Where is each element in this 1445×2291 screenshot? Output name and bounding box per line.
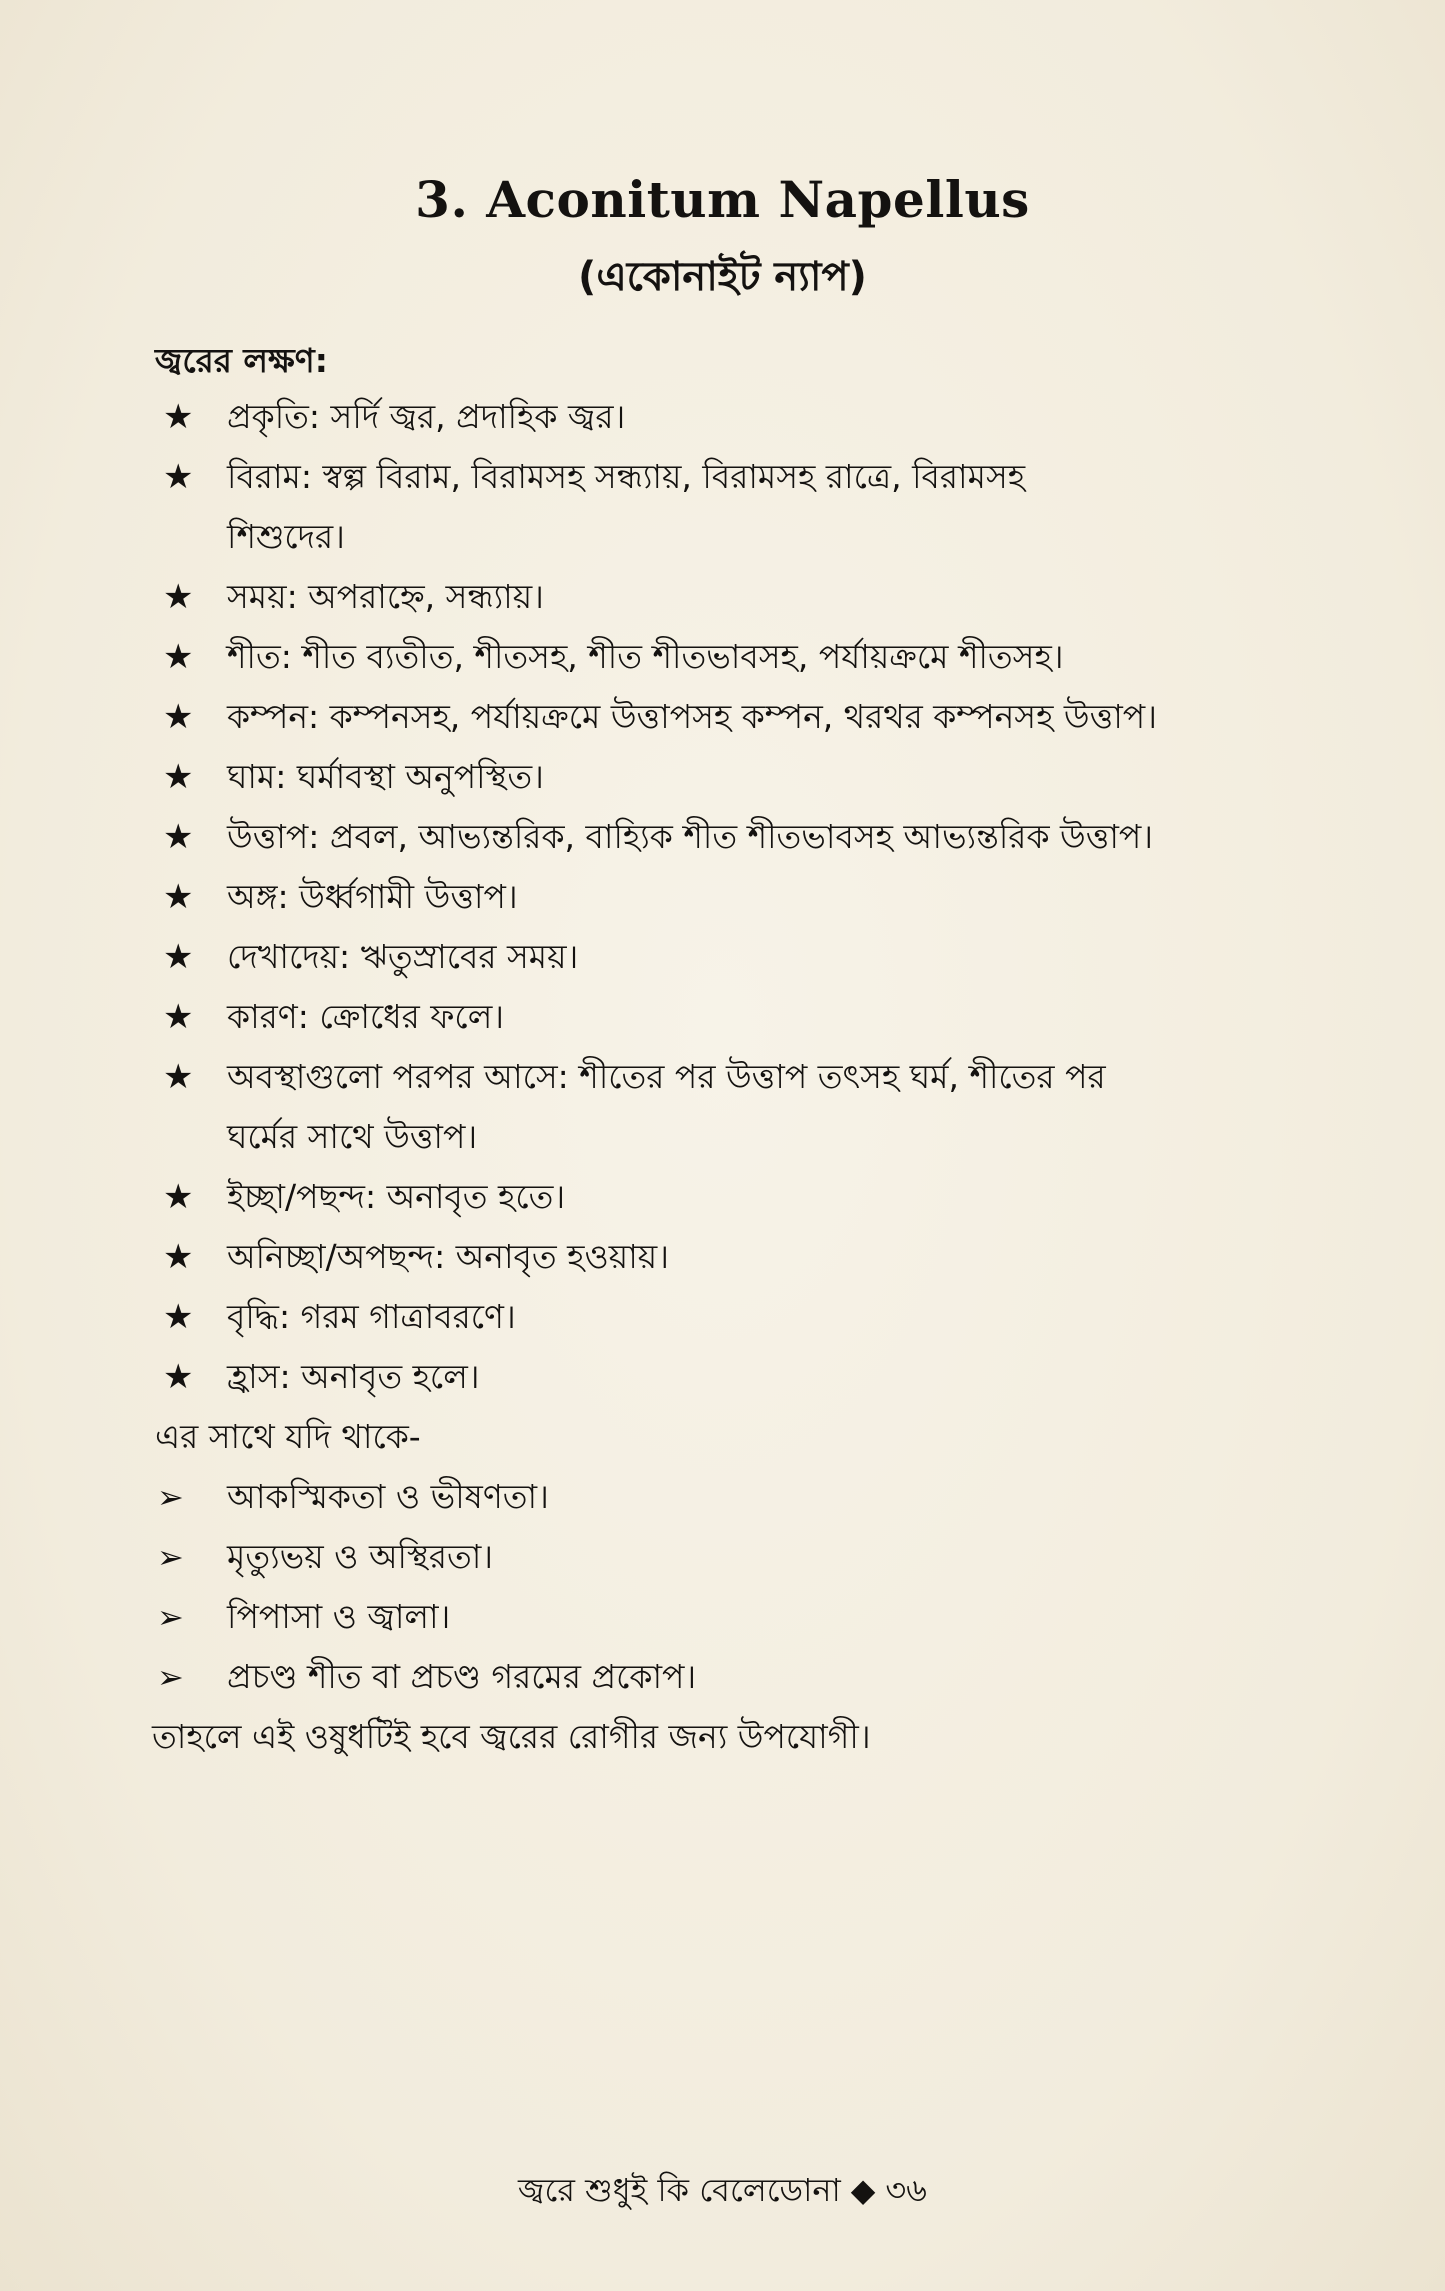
star-bullet-icon: ★: [163, 697, 194, 737]
arrow-bullet-icon: ➢: [157, 1598, 184, 1636]
star-bullet-icon: ★: [163, 457, 194, 497]
conclusion-text: তাহলে এই ওষুধটিই হবে জ্বরের রোগীর জন্য উপযোগী।: [152, 1717, 871, 1756]
arrow-bullet-icon: ➢: [157, 1658, 184, 1696]
symptom-text: সময়: অপরাহ্নে, সন্ধ্যায়।: [227, 577, 544, 616]
symptom-text: ইচ্ছা/পছন্দ: অনাবৃত হতে।: [227, 1177, 566, 1216]
symptom-item: [155, 1287, 1355, 1347]
symptom-item: [155, 567, 1355, 627]
page-content: [152, 335, 1355, 1767]
star-bullet-icon: ★: [163, 937, 194, 977]
symptom-text: প্রকৃতি: সর্দি জ্বর, প্রদাহিক জ্বর।: [227, 397, 626, 436]
symptom-text: দেখাদেয়: ঋতুস্রাবের সময়।: [227, 937, 579, 976]
condition-item: [155, 1647, 1355, 1707]
condition-list: [155, 1467, 1355, 1707]
symptom-item: [155, 987, 1355, 1047]
lead-text: এর সাথে যদি থাকে-: [155, 1417, 421, 1456]
symptom-text: অঙ্গ: উর্ধ্বগামী উত্তাপ।: [227, 877, 518, 916]
star-bullet-icon: ★: [163, 877, 194, 917]
condition-text: পিপাসা ও জ্বালা।: [227, 1597, 451, 1636]
condition-item: [155, 1587, 1355, 1647]
symptom-text: অনিচ্ছা/অপছন্দ: অনাবৃত হওয়ায়।: [227, 1237, 670, 1276]
symptom-item: [155, 387, 1355, 447]
star-bullet-icon: ★: [163, 997, 194, 1037]
symptom-item: [155, 927, 1355, 987]
symptom-item: [155, 747, 1355, 807]
page-number: ৩৬: [885, 2171, 927, 2209]
star-bullet-icon: ★: [163, 577, 194, 617]
star-bullet-icon: ★: [163, 757, 194, 797]
symptom-text-continued: ঘর্মের সাথে উত্তাপ।: [227, 1117, 478, 1156]
star-bullet-icon: ★: [163, 1297, 194, 1337]
star-bullet-icon: ★: [163, 817, 194, 857]
symptom-item: [155, 1347, 1355, 1407]
footer-book-title: জ্বরে শুধুই কি বেলেডোনা: [518, 2171, 841, 2209]
symptom-text: কম্পন: কম্পনসহ, পর্যায়ক্রমে উত্তাপসহ কম্পন, থরথর কম্পনসহ উত্তাপ।: [227, 697, 1158, 736]
diamond-icon: ◆: [850, 2171, 876, 2209]
symptom-text: ঘাম: ঘর্মাবস্থা অনুপস্থিত।: [227, 757, 544, 796]
medicine-title: 3. Aconitum Napellus: [415, 170, 1030, 229]
symptom-text: বৃদ্ধি: গরম গাত্রাবরণে।: [227, 1297, 516, 1336]
symptom-item: [155, 1167, 1355, 1227]
symptom-item: [155, 867, 1355, 927]
medicine-subtitle: (একোনাইট ন্যাপ): [578, 254, 867, 300]
symptom-item: [155, 687, 1355, 747]
condition-text: প্রচণ্ড শীত বা প্রচণ্ড গরমের প্রকোপ।: [227, 1657, 697, 1696]
star-bullet-icon: ★: [163, 1237, 194, 1277]
symptom-text: শীত: শীত ব্যতীত, শীতসহ, শীত শীতভাবসহ, পর্যায়ক্রমে শীতসহ।: [227, 637, 1064, 676]
star-bullet-icon: ★: [163, 637, 194, 677]
symptom-text: বিরাম: স্বল্প বিরাম, বিরামসহ সন্ধ্যায়, বিরামসহ রাত্রে, বিরামসহ: [227, 457, 1026, 496]
condition-item: [155, 1527, 1355, 1587]
star-bullet-icon: ★: [163, 397, 194, 437]
condition-item: [155, 1467, 1355, 1527]
star-bullet-icon: ★: [163, 1177, 194, 1217]
symptom-item: [155, 1047, 1355, 1167]
symptom-text: উত্তাপ: প্রবল, আভ্যন্তরিক, বাহ্যিক শীত শীতভাবসহ আভ্যন্তরিক উত্তাপ।: [227, 817, 1154, 856]
star-bullet-icon: ★: [163, 1057, 194, 1097]
symptom-text-continued: শিশুদের।: [227, 517, 345, 556]
symptom-item: [155, 1227, 1355, 1287]
arrow-bullet-icon: ➢: [157, 1478, 184, 1516]
symptom-item: [155, 627, 1355, 687]
page-footer: [0, 2165, 1445, 2219]
star-bullet-icon: ★: [163, 1357, 194, 1397]
symptom-text: হ্রাস: অনাবৃত হলে।: [227, 1357, 480, 1396]
symptom-item: [155, 807, 1355, 867]
arrow-bullet-icon: ➢: [157, 1538, 184, 1576]
symptom-list: [155, 387, 1355, 1407]
symptom-text: অবস্থাগুলো পরপর আসে: শীতের পর উত্তাপ তৎসহ ঘর্ম, শীতের পর: [227, 1057, 1106, 1096]
symptom-item: [155, 447, 1355, 567]
condition-text: আকস্মিকতা ও ভীষণতা।: [227, 1477, 549, 1516]
symptoms-heading: জ্বরের লক্ষণ:: [155, 341, 328, 380]
condition-text: মৃত্যুভয় ও অস্থিরতা।: [227, 1537, 494, 1576]
symptom-text: কারণ: ক্রোধের ফলে।: [227, 997, 505, 1036]
